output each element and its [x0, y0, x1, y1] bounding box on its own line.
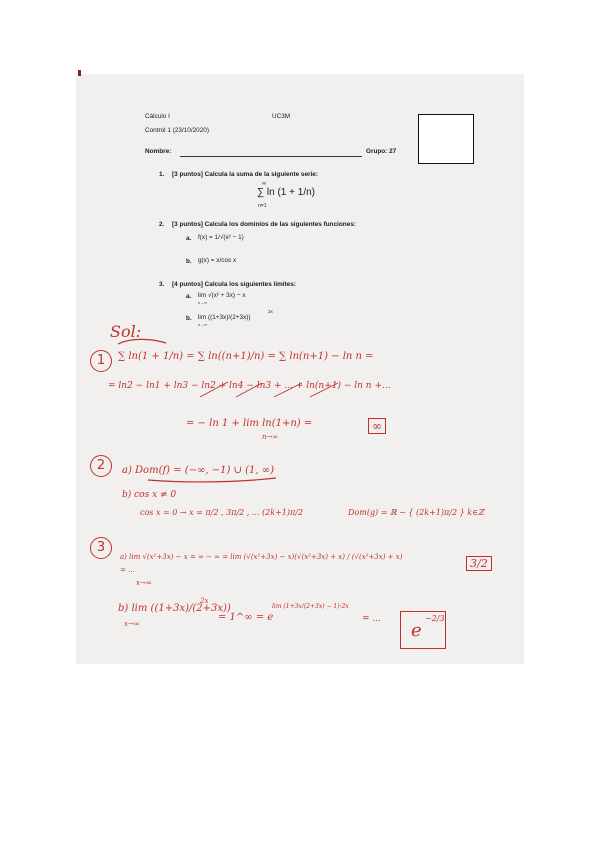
question-1-number: 1.	[159, 171, 165, 178]
cancel-stroke-1	[200, 382, 228, 397]
solution-2b-line-1: b) cos x ≠ 0	[122, 490, 177, 500]
solution-1-number: 1	[90, 350, 112, 372]
question-2-text: [3 puntos] Calcula los dominios de las siguientes funciones:	[172, 221, 356, 228]
solution-3b: b) lim ((1+3x)/(2+3x))	[118, 603, 231, 614]
cancel-stroke-3	[274, 383, 302, 397]
solution-3a-answer: 3/2	[466, 556, 492, 571]
sol-underline	[118, 339, 166, 344]
solution-2b-domain: Dom(g) = ℝ − { (2k+1)π/2 } k∈ℤ	[348, 508, 484, 517]
name-label: Nombre:	[145, 148, 172, 155]
question-3-text: [4 puntos] Calcula los siguientes límites:	[172, 281, 296, 288]
solution-1-line-3: = − ln 1 + lim ln(1+n) =	[186, 418, 313, 429]
control-label: Control 1 (23/10/2020)	[145, 127, 209, 134]
question-3b-sub: x→∞	[198, 322, 207, 327]
question-3-number: 3.	[159, 281, 165, 288]
solution-3b-tail: = ...	[362, 614, 381, 624]
solution-3b-sub: x→∞	[124, 620, 140, 628]
course-title: Cálculo I	[145, 113, 170, 120]
solution-2-number: 2	[90, 455, 112, 477]
question-2a-formula: f(x) = 1/√(x² − 1)	[198, 234, 244, 241]
solution-1-line-2: = ln2 − ln1 + ln3 − ln2 + ln4 − ln3 + ... + ln(n+1) − ln n +...	[108, 381, 391, 391]
question-3b-formula: lim ((1+3x)/(2+3x))	[198, 314, 251, 321]
solution-3a-sub: x→∞	[136, 579, 152, 587]
cancel-stroke-2	[236, 383, 262, 397]
question-1-text: [3 puntos] Calcula la suma de la siguiente serie:	[172, 171, 318, 178]
question-3b-exponent: 2x	[268, 309, 273, 314]
solution-3a: a) lim √(x²+3x) − x = ∞ − ∞ = lim (√(x²+3x) − x)(√(x²+3x) + x) / (√(x²+3x) + x) = ...	[120, 553, 403, 574]
solution-1-lim-sub: n→∞	[262, 433, 279, 441]
solution-2b-line-2: cos x = 0 → x = π/2 , 3π/2 , ... (2k+1)π/2	[140, 508, 304, 517]
question-3a-label: a.	[186, 293, 192, 300]
solution-3b-answer: e	[411, 620, 422, 641]
solution-2a: a) Dom(f) = (−∞, −1) ∪ (1, ∞)	[122, 465, 275, 476]
question-1-sum-upper: ∞	[262, 181, 267, 187]
question-2b-formula: g(x) = x/cos x	[198, 257, 237, 264]
solution-3b-answer-exponent: −2/3	[425, 614, 445, 623]
question-2a-label: a.	[186, 235, 192, 242]
cancel-stroke-4	[310, 383, 338, 397]
solution-1-line-1: ∑ ln(1 + 1/n) = ∑ ln((n+1)/n) = ∑ ln(n+1) − ln n =	[118, 351, 374, 362]
solution-1-answer: ∞	[368, 418, 386, 434]
solution-label: Sol:	[110, 322, 142, 341]
question-2-number: 2.	[159, 221, 165, 228]
group-label: Grupo: 27	[366, 148, 397, 155]
question-3a-formula: lim √(x² + 3x) − x	[198, 292, 246, 299]
question-1-sum-lower: n=1	[258, 203, 267, 209]
question-3a-sub: x→∞	[198, 300, 207, 305]
domain-underline	[148, 478, 276, 482]
solution-3b-middle: = 1^∞ = e	[218, 612, 274, 623]
solution-3b-middle-exponent: lim (1+3x/(2+3x) − 1)·2x	[272, 603, 349, 610]
university-label: UC3M	[272, 113, 291, 120]
solution-3-number: 3	[90, 537, 112, 559]
solution-3b-exponent: 2x	[200, 597, 209, 605]
question-3b-label: b.	[186, 315, 192, 322]
question-2b-label: b.	[186, 258, 192, 265]
question-1-formula: ∑ ln (1 + 1/n)	[257, 187, 315, 198]
